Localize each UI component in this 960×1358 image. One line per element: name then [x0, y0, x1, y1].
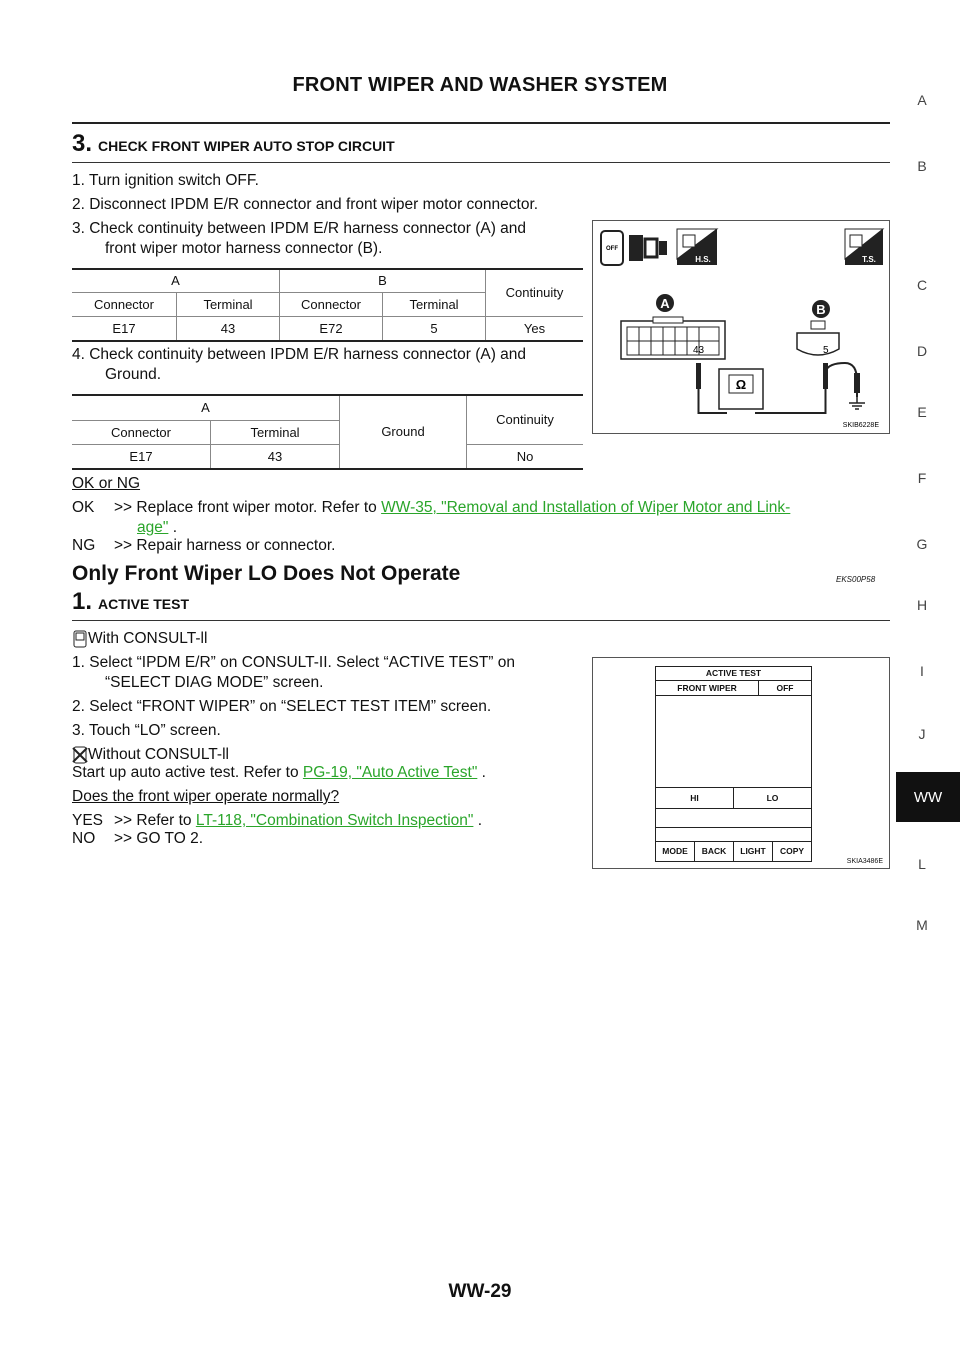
step1-item-3: 3. Touch “LO” screen.: [72, 722, 221, 739]
screen-light-button[interactable]: LIGHT: [734, 842, 773, 861]
start-line: [72, 763, 486, 783]
step3-item-4-cont: Ground.: [105, 366, 162, 383]
page-number: WW-29: [448, 1281, 512, 1302]
table2-continuity: Continuity: [467, 396, 584, 444]
step3-item-3-cont: front wiper motor harness connector (B).: [105, 240, 383, 257]
no-key: NO: [72, 830, 96, 847]
step3-title: CHECK FRONT WIPER AUTO STOP CIRCUIT: [98, 138, 395, 154]
page-title: FRONT WIPER AND WASHER SYSTEM: [292, 74, 668, 96]
pin-b-label: 5: [823, 345, 829, 356]
table1: [72, 270, 583, 341]
figure1-code: SKIB6228E: [842, 422, 879, 429]
table1-cell: E17: [72, 316, 177, 340]
table2-cell: No: [467, 444, 584, 468]
screen-button-bar: [656, 841, 811, 862]
table1-group-b: B: [280, 270, 486, 292]
table2-cell: E17: [72, 444, 211, 468]
table1-group-a: A: [72, 270, 280, 292]
step1-header: [72, 588, 189, 616]
connector-a: [621, 317, 725, 359]
table1-h-terminal-a: Terminal: [177, 292, 280, 316]
side-index-a[interactable]: A: [917, 92, 927, 108]
active-test-figure: [592, 657, 890, 869]
wire-b: [755, 389, 826, 413]
probe-ground: [854, 373, 860, 393]
start-text: Start up auto active test. Refer to: [72, 764, 299, 781]
screen-item: FRONT WIPER: [656, 681, 759, 696]
screen-divider: [656, 827, 811, 828]
side-index-m[interactable]: M: [916, 917, 928, 933]
screen-lo-button[interactable]: LO: [734, 787, 811, 809]
table2-group-a: A: [72, 396, 340, 420]
yes-text: >> Refer to: [114, 812, 192, 829]
side-index-h[interactable]: H: [916, 597, 928, 613]
table1-cell: E72: [280, 316, 383, 340]
screen-hi-button[interactable]: HI: [656, 787, 734, 809]
step1-title: ACTIVE TEST: [98, 596, 190, 612]
result-label: OK or NG: [72, 475, 141, 492]
table2-h-terminal: Terminal: [211, 420, 340, 444]
continuity-diagram: [592, 220, 890, 434]
table2-cell: 43: [211, 444, 340, 468]
probe-a: [696, 363, 701, 389]
section-title: Only Front Wiper LO Does Not Operate: [72, 562, 461, 585]
side-index-i[interactable]: I: [920, 663, 924, 679]
figure2-code: SKIA3486E: [846, 858, 883, 865]
screen-back-button[interactable]: BACK: [695, 842, 734, 861]
table2-ground: Ground: [340, 396, 467, 468]
table1-h-terminal-b: Terminal: [383, 292, 486, 316]
with-consult: [72, 629, 207, 649]
link-lt-118[interactable]: LT-118, "Combination Switch Inspection": [195, 812, 474, 829]
ts-label: T.S.: [862, 255, 876, 264]
ok-tail: .: [172, 519, 177, 536]
side-index-j[interactable]: J: [918, 726, 926, 742]
step3-item-2: 2. Disconnect IPDM E/R connector and front wiper motor connector.: [72, 196, 539, 213]
screen-title: ACTIVE TEST: [656, 667, 811, 681]
terminal-side-icon: [845, 229, 883, 265]
ok-line-2: [137, 518, 177, 538]
link-pg-19[interactable]: PG-19, "Auto Active Test": [302, 764, 478, 781]
ng-text: >> Repair harness or connector.: [114, 537, 336, 554]
step3-item-4: 4. Check continuity between IPDM E/R harness connector (A) and: [72, 346, 527, 363]
side-index-b[interactable]: B: [917, 158, 927, 174]
consult-icon: [72, 630, 88, 648]
label-b: B: [816, 302, 826, 317]
ignition-off-label: OFF: [606, 246, 618, 252]
ng-key: NG: [72, 537, 96, 554]
side-index-f[interactable]: F: [917, 470, 927, 486]
connector-disconnect-icon: [629, 235, 667, 261]
screen-copy-button[interactable]: COPY: [779, 846, 805, 856]
link-ww-35[interactable]: WW-35, "Removal and Installation of Wiper Motor and Link-: [381, 499, 791, 516]
yes-key: YES: [72, 812, 104, 829]
no-text: >> GO TO 2.: [114, 830, 204, 847]
pin-a-label: 43: [693, 345, 705, 356]
side-index-l[interactable]: L: [918, 856, 926, 872]
ok-line: [114, 498, 790, 518]
side-index-g[interactable]: G: [916, 536, 928, 552]
ground-icon: [849, 397, 865, 409]
harness-side-icon: [677, 229, 717, 265]
ok-key: OK: [72, 499, 95, 516]
step1-item-1-cont: “SELECT DIAG MODE” screen.: [105, 674, 324, 691]
label-a: A: [660, 296, 670, 311]
screen-mode-button[interactable]: MODE: [656, 842, 695, 861]
table1-h-connector-b: Connector: [280, 292, 383, 316]
side-index-c[interactable]: C: [916, 277, 928, 293]
side-index-e[interactable]: E: [917, 404, 927, 420]
hs-label: H.S.: [695, 255, 711, 264]
connector-b: [797, 321, 839, 355]
table2-h-connector: Connector: [72, 420, 211, 444]
without-consult-label: Without CONSULT-ll: [88, 746, 229, 763]
yes-tail: .: [477, 812, 483, 829]
without-consult: [72, 745, 229, 765]
table1-cell: 5: [383, 316, 486, 340]
table2: [72, 396, 583, 469]
table1-cell: Yes: [486, 316, 584, 340]
header-rule: [72, 122, 890, 124]
step3-item-1: 1. Turn ignition switch OFF.: [72, 172, 259, 189]
step1-item-1: 1. Select “IPDM E/R” on CONSULT-II. Select “ACTIVE TEST” on: [72, 654, 516, 671]
continuity-diagram-svg: [593, 221, 889, 433]
ignition-off-icon: [601, 231, 623, 265]
start-tail: .: [481, 764, 486, 781]
wire-ground: [826, 363, 858, 397]
link-ww-35-cont[interactable]: age": [137, 519, 169, 536]
step3-header: [72, 130, 395, 158]
question: Does the front wiper operate normally?: [72, 788, 340, 805]
section-code: EKS00P58: [836, 575, 876, 584]
active-test-screen: [655, 666, 812, 862]
step3-item-3: 3. Check continuity between IPDM E/R harness connector (A) and: [72, 220, 527, 237]
table1-h-connector-a: Connector: [72, 292, 177, 316]
with-consult-label: With CONSULT-ll: [88, 630, 208, 647]
side-index-d[interactable]: D: [916, 343, 928, 359]
screen-value: OFF: [759, 681, 811, 696]
ohm-icon: Ω: [735, 377, 747, 392]
table1-bottom-rule: [72, 340, 583, 342]
table1-cell: 43: [177, 316, 280, 340]
no-consult-icon: [72, 746, 88, 764]
step1-item-2: 2. Select “FRONT WIPER” on “SELECT TEST ITEM” screen.: [72, 698, 492, 715]
yes-line: [114, 811, 482, 831]
side-index-ww[interactable]: WW: [896, 772, 960, 822]
table1-continuity: Continuity: [486, 270, 584, 316]
ok-text: >> Replace front wiper motor. Refer to: [114, 499, 377, 516]
step1-number: 1.: [72, 588, 93, 615]
step3-number: 3.: [72, 130, 93, 157]
step3-rule: [72, 162, 890, 163]
step1-rule: [72, 620, 890, 621]
table2-bottom-rule: [72, 468, 583, 470]
